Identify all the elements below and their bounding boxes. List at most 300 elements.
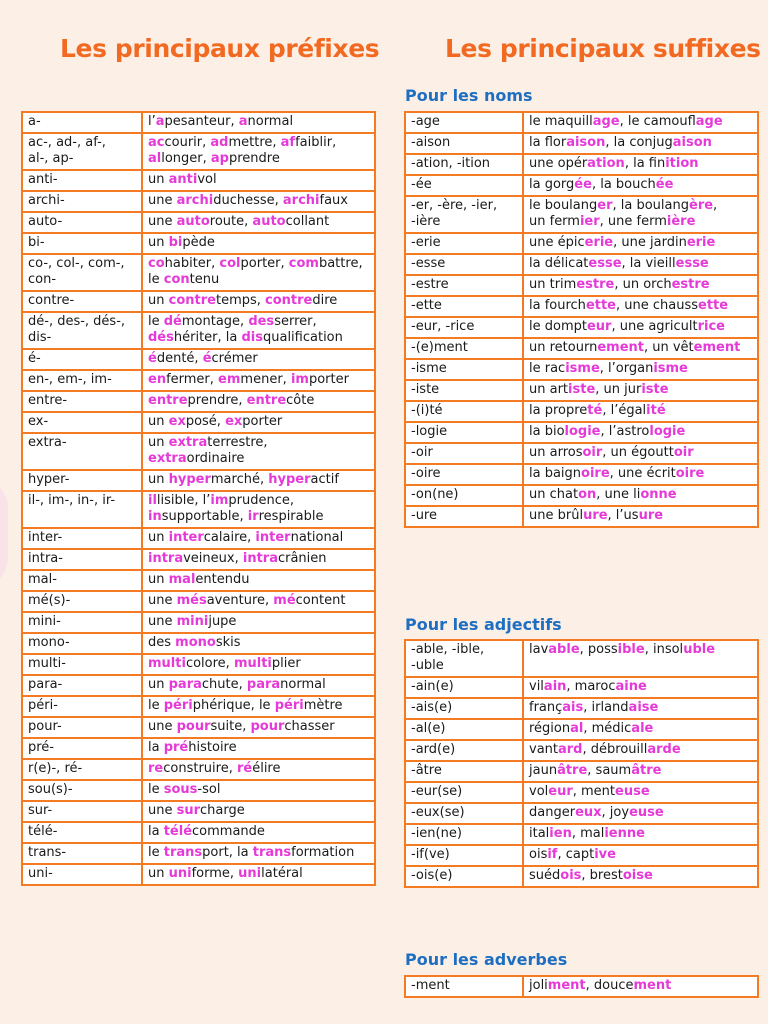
example-cell: un exposé, exporter: [142, 412, 375, 433]
example-cell: voleur, menteuse: [523, 782, 758, 803]
affix-cell: -iste: [405, 380, 523, 401]
example-cell: le sous-sol: [142, 780, 375, 801]
example-cell: une archiduchesse, archifaux: [142, 191, 375, 212]
example-cell: enfermer, emmener, importer: [142, 370, 375, 391]
highlighted-affix: ier: [579, 214, 600, 229]
highlighted-affix: contre: [168, 293, 216, 308]
highlighted-affix: ré: [236, 761, 253, 776]
highlighted-affix: sous: [163, 782, 198, 797]
affix-cell: -age: [405, 112, 523, 133]
table-row: [405, 196, 758, 233]
table-row: [22, 191, 375, 212]
affix-cell: para-: [22, 675, 142, 696]
affix-cell: -ation, -ition: [405, 154, 523, 175]
highlighted-affix: uni: [168, 866, 192, 881]
affix-cell: -able, -ible, -uble: [405, 640, 523, 677]
table-row: [405, 740, 758, 761]
affix-cell: en-, em-, im-: [22, 370, 142, 391]
example-cell: une poursuite, pourchasser: [142, 717, 375, 738]
table-row: [22, 738, 375, 759]
table-row: [22, 675, 375, 696]
highlighted-affix: inter: [168, 530, 204, 545]
affix-cell: hyper-: [22, 470, 142, 491]
example-cell: accourir, admettre, affaiblir, allonger, apprendre: [142, 133, 375, 170]
highlighted-affix: ien: [549, 826, 572, 841]
example-cell: un malentendu: [142, 570, 375, 591]
highlighted-affix: mini: [176, 614, 209, 629]
highlighted-affix: con: [163, 272, 190, 287]
suffixes-adjectifs-table: [404, 639, 759, 888]
table-row: [22, 212, 375, 233]
highlighted-affix: para: [246, 677, 281, 692]
table-row: [22, 370, 375, 391]
section-title-adverbes: Pour les adverbes: [405, 950, 568, 969]
table-row: [405, 338, 758, 359]
table-row: [22, 717, 375, 738]
highlighted-affix: auto: [252, 214, 286, 229]
table-row: [22, 349, 375, 370]
highlighted-affix: af: [280, 135, 296, 150]
highlighted-affix: extra: [168, 435, 208, 450]
example-cell: un contretemps, contredire: [142, 291, 375, 312]
highlighted-affix: entre: [246, 393, 287, 408]
affix-cell: -esse: [405, 254, 523, 275]
table-row: [405, 719, 758, 740]
table-row: [405, 359, 758, 380]
affix-cell: -estre: [405, 275, 523, 296]
affix-cell: il-, im-, in-, ir-: [22, 491, 142, 528]
highlighted-affix: age: [592, 114, 620, 129]
affix-cell: mal-: [22, 570, 142, 591]
affix-cell: ac-, ad-, af-, al-, ap-: [22, 133, 142, 170]
highlighted-affix: ale: [631, 721, 654, 736]
table-row: [22, 843, 375, 864]
table-row: [22, 591, 375, 612]
highlighted-affix: télé: [163, 824, 193, 839]
highlighted-affix: oir: [673, 445, 694, 460]
highlighted-affix: inter: [255, 530, 291, 545]
example-cell: cohabiter, colporter, combattre, le contenu: [142, 254, 375, 291]
highlighted-affix: mé: [273, 593, 296, 608]
table-row: [405, 677, 758, 698]
example-cell: un hypermarché, hyperactif: [142, 470, 375, 491]
highlighted-affix: é: [202, 351, 212, 366]
affix-cell: mé(s)-: [22, 591, 142, 612]
example-cell: une surcharge: [142, 801, 375, 822]
affix-cell: co-, col-, com-, con-: [22, 254, 142, 291]
affix-cell: sou(s)-: [22, 780, 142, 801]
highlighted-affix: able: [548, 642, 580, 657]
affix-cell: entre-: [22, 391, 142, 412]
highlighted-affix: age: [695, 114, 723, 129]
highlighted-affix: péri: [163, 698, 193, 713]
example-cell: vilain, marocaine: [523, 677, 758, 698]
highlighted-affix: onne: [640, 487, 677, 502]
table-row: [405, 824, 758, 845]
table-row: [405, 275, 758, 296]
highlighted-affix: mal: [168, 572, 196, 587]
example-cell: une épicerie, une jardinerie: [523, 233, 758, 254]
highlighted-affix: ais: [562, 700, 584, 715]
highlighted-affix: ition: [665, 156, 699, 171]
highlighted-affix: bi: [168, 235, 183, 250]
example-cell: un arrosoir, un égouttoir: [523, 443, 758, 464]
highlighted-affix: ère: [689, 198, 714, 213]
table-row: [405, 866, 758, 887]
affix-cell: contre-: [22, 291, 142, 312]
example-cell: édenté, écrémer: [142, 349, 375, 370]
example-cell: intraveineux, intracrânien: [142, 549, 375, 570]
example-cell: la floraison, la conjugaison: [523, 133, 758, 154]
table-row: [22, 801, 375, 822]
highlighted-affix: anti: [168, 172, 198, 187]
highlighted-affix: pour: [250, 719, 285, 734]
highlighted-affix: uble: [683, 642, 716, 657]
highlighted-affix: euse: [615, 784, 650, 799]
example-cell: joliment, doucement: [523, 976, 758, 997]
table-row: [405, 401, 758, 422]
table-row: [22, 170, 375, 191]
highlighted-affix: des: [248, 314, 275, 329]
prefixes-table: [21, 111, 376, 886]
example-cell: français, irlandaise: [523, 698, 758, 719]
table-row: [22, 233, 375, 254]
highlighted-affix: euse: [629, 805, 664, 820]
example-cell: la télécommande: [142, 822, 375, 843]
highlighted-affix: ain: [543, 679, 567, 694]
affix-cell: -eux(se): [405, 803, 523, 824]
table-row: [22, 612, 375, 633]
highlighted-affix: esse: [588, 256, 622, 271]
example-cell: un extraterrestre, extraordinaire: [142, 433, 375, 470]
affix-cell: bi-: [22, 233, 142, 254]
affix-cell: -(i)té: [405, 401, 523, 422]
highlighted-affix: ure: [583, 508, 608, 523]
affix-cell: uni-: [22, 864, 142, 885]
table-row: [22, 549, 375, 570]
highlighted-affix: a: [238, 114, 248, 129]
table-row: [22, 864, 375, 885]
prefixes-title: Les principaux préfixes: [60, 34, 380, 63]
highlighted-affix: ienne: [604, 826, 645, 841]
section-title-noms: Pour les noms: [405, 86, 533, 105]
affix-cell: sur-: [22, 801, 142, 822]
affix-cell: -er, -ère, -ier, -ière: [405, 196, 523, 233]
highlighted-affix: aise: [628, 700, 659, 715]
example-cell: une autoroute, autocollant: [142, 212, 375, 233]
example-cell: une opération, la finition: [523, 154, 758, 175]
highlighted-affix: ard: [558, 742, 583, 757]
highlighted-affix: ment: [547, 978, 586, 993]
example-cell: lavable, possible, insoluble: [523, 640, 758, 677]
affix-cell: -(e)ment: [405, 338, 523, 359]
highlighted-affix: sur: [176, 803, 201, 818]
affix-cell: trans-: [22, 843, 142, 864]
table-row: [405, 296, 758, 317]
suffixes-title: Les principaux suffixes: [445, 34, 761, 63]
example-cell: le maquillage, le camouflage: [523, 112, 758, 133]
highlighted-affix: ement: [597, 340, 644, 355]
affix-cell: -oire: [405, 464, 523, 485]
highlighted-affix: ible: [617, 642, 645, 657]
highlighted-affix: ment: [633, 978, 672, 993]
highlighted-affix: ée: [655, 177, 674, 192]
highlighted-affix: ex: [225, 414, 243, 429]
affix-cell: -erie: [405, 233, 523, 254]
highlighted-affix: iste: [568, 382, 596, 397]
table-row: [22, 491, 375, 528]
table-row: [405, 133, 758, 154]
highlighted-affix: multi: [233, 656, 272, 671]
highlighted-affix: péri: [274, 698, 304, 713]
highlighted-affix: re: [148, 761, 164, 776]
highlighted-affix: més: [176, 593, 207, 608]
highlighted-affix: estre: [671, 277, 710, 292]
example-cell: le périphérique, le périmètre: [142, 696, 375, 717]
affix-cell: -ois(e): [405, 866, 523, 887]
highlighted-affix: archi: [176, 193, 214, 208]
affix-cell: -âtre: [405, 761, 523, 782]
highlighted-affix: ée: [574, 177, 592, 192]
table-row: [405, 112, 758, 133]
example-cell: un retournement, un vêtement: [523, 338, 758, 359]
table-row: [22, 570, 375, 591]
affix-cell: -eur, -rice: [405, 317, 523, 338]
highlighted-affix: trans: [163, 845, 203, 860]
table-row: [22, 633, 375, 654]
highlighted-affix: ois: [560, 868, 582, 883]
table-row: [22, 759, 375, 780]
example-cell: des monoskis: [142, 633, 375, 654]
example-cell: illisible, l’imprudence, insupportable, irrespirable: [142, 491, 375, 528]
affix-cell: multi-: [22, 654, 142, 675]
highlighted-affix: pour: [176, 719, 211, 734]
highlighted-affix: aison: [672, 135, 712, 150]
affix-cell: -ure: [405, 506, 523, 527]
table-row: [405, 698, 758, 719]
example-cell: oisif, captive: [523, 845, 758, 866]
highlighted-affix: para: [168, 677, 202, 692]
highlighted-affix: ad: [210, 135, 229, 150]
highlighted-affix: intra: [148, 551, 184, 566]
section-title-adjectifs: Pour les adjectifs: [405, 615, 562, 634]
highlighted-affix: isme: [653, 361, 688, 376]
highlighted-affix: aine: [615, 679, 647, 694]
highlighted-affix: dis: [241, 330, 263, 345]
suffixes-adverbes-table: [404, 975, 759, 998]
highlighted-affix: im: [210, 493, 229, 508]
highlighted-affix: mono: [175, 635, 216, 650]
highlighted-affix: ation: [587, 156, 625, 171]
highlighted-affix: ex: [168, 414, 186, 429]
highlighted-affix: archi: [282, 193, 320, 208]
example-cell: un artiste, un juriste: [523, 380, 758, 401]
highlighted-affix: âtre: [631, 763, 662, 778]
table-row: [405, 422, 758, 443]
affix-cell: télé-: [22, 822, 142, 843]
highlighted-affix: ité: [646, 403, 666, 418]
affix-cell: -ais(e): [405, 698, 523, 719]
highlighted-affix: ette: [585, 298, 616, 313]
highlighted-affix: hyper: [268, 472, 311, 487]
example-cell: un intercalaire, international: [142, 528, 375, 549]
affix-cell: -al(e): [405, 719, 523, 740]
example-cell: un uniforme, unilatéral: [142, 864, 375, 885]
affix-cell: mono-: [22, 633, 142, 654]
table-row: [22, 433, 375, 470]
affix-cell: é-: [22, 349, 142, 370]
affix-cell: intra-: [22, 549, 142, 570]
affix-cell: ex-: [22, 412, 142, 433]
highlighted-affix: eux: [575, 805, 602, 820]
highlighted-affix: ac: [148, 135, 165, 150]
affix-cell: inter-: [22, 528, 142, 549]
highlighted-affix: co: [148, 256, 165, 271]
example-cell: reconstruire, réélire: [142, 759, 375, 780]
table-row: [405, 506, 758, 527]
highlighted-affix: pré: [163, 740, 189, 755]
example-cell: une mésaventure, mécontent: [142, 591, 375, 612]
highlighted-affix: a: [155, 114, 165, 129]
highlighted-affix: com: [288, 256, 319, 271]
affix-cell: dé-, des-, dés-, dis-: [22, 312, 142, 349]
highlighted-affix: ette: [698, 298, 729, 313]
affix-cell: pour-: [22, 717, 142, 738]
table-row: [22, 696, 375, 717]
highlighted-affix: multi: [148, 656, 186, 671]
table-row: [405, 443, 758, 464]
example-cell: jaunâtre, saumâtre: [523, 761, 758, 782]
table-row: [405, 845, 758, 866]
highlighted-affix: contre: [265, 293, 313, 308]
affix-cell: -ment: [405, 976, 523, 997]
table-row: [405, 233, 758, 254]
highlighted-affix: é: [148, 351, 157, 366]
example-cell: entreprendre, entrecôte: [142, 391, 375, 412]
table-row: [22, 254, 375, 291]
example-cell: la délicatesse, la vieillesse: [523, 254, 758, 275]
affix-cell: pré-: [22, 738, 142, 759]
highlighted-affix: ive: [594, 847, 616, 862]
highlighted-affix: trans: [252, 845, 292, 860]
highlighted-affix: oir: [582, 445, 603, 460]
highlighted-affix: erie: [686, 235, 716, 250]
example-cell: une brûlure, l’usure: [523, 506, 758, 527]
example-cell: la propreté, l’égalité: [523, 401, 758, 422]
highlighted-affix: dé: [163, 314, 182, 329]
table-row: [22, 528, 375, 549]
table-row: [405, 976, 758, 997]
affix-cell: -aison: [405, 133, 523, 154]
affix-cell: -ain(e): [405, 677, 523, 698]
table-row: [22, 312, 375, 349]
highlighted-affix: ière: [666, 214, 696, 229]
highlighted-affix: té: [587, 403, 603, 418]
affix-cell: auto-: [22, 212, 142, 233]
affix-cell: mini-: [22, 612, 142, 633]
table-row: [405, 380, 758, 401]
table-row: [22, 391, 375, 412]
example-cell: suédois, brestoise: [523, 866, 758, 887]
example-cell: dangereux, joyeuse: [523, 803, 758, 824]
example-cell: italien, malienne: [523, 824, 758, 845]
table-row: [405, 485, 758, 506]
table-row: [405, 154, 758, 175]
example-cell: un parachute, paranormal: [142, 675, 375, 696]
table-row: [22, 822, 375, 843]
affix-cell: archi-: [22, 191, 142, 212]
example-cell: vantard, débrouillarde: [523, 740, 758, 761]
suffixes-noms-table: [404, 111, 759, 528]
decorative-arc: [0, 478, 8, 588]
example-cell: la baignoire, une écritoire: [523, 464, 758, 485]
table-row: [405, 317, 758, 338]
affix-cell: -ette: [405, 296, 523, 317]
table-row: [405, 803, 758, 824]
highlighted-affix: aison: [566, 135, 606, 150]
example-cell: la gorgée, la bouchée: [523, 175, 758, 196]
highlighted-affix: em: [218, 372, 241, 387]
example-cell: le dompteur, une agricultrice: [523, 317, 758, 338]
table-row: [405, 254, 758, 275]
highlighted-affix: esse: [675, 256, 709, 271]
example-cell: la fourchette, une chaussette: [523, 296, 758, 317]
highlighted-affix: if: [547, 847, 558, 862]
affix-cell: -oir: [405, 443, 523, 464]
highlighted-affix: al: [148, 151, 162, 166]
affix-cell: a-: [22, 112, 142, 133]
highlighted-affix: col: [219, 256, 241, 271]
highlighted-affix: im: [290, 372, 309, 387]
example-cell: le démontage, desserrer, déshériter, la disqualification: [142, 312, 375, 349]
table-row: [22, 654, 375, 675]
highlighted-affix: auto: [176, 214, 210, 229]
highlighted-affix: hyper: [168, 472, 211, 487]
highlighted-affix: ir: [247, 509, 259, 524]
affix-cell: péri-: [22, 696, 142, 717]
highlighted-affix: il: [148, 493, 157, 508]
example-cell: le racisme, l’organisme: [523, 359, 758, 380]
highlighted-affix: on: [578, 487, 597, 502]
highlighted-affix: entre: [148, 393, 188, 408]
highlighted-affix: ap: [210, 151, 229, 166]
highlighted-affix: ement: [693, 340, 741, 355]
table-row: [405, 761, 758, 782]
example-cell: un bipède: [142, 233, 375, 254]
affix-cell: -if(ve): [405, 845, 523, 866]
example-cell: le boulanger, la boulangère, un fermier, une fermière: [523, 196, 758, 233]
highlighted-affix: oire: [675, 466, 705, 481]
affix-cell: -ien(ne): [405, 824, 523, 845]
affix-cell: extra-: [22, 433, 142, 470]
table-row: [22, 133, 375, 170]
table-row: [22, 780, 375, 801]
highlighted-affix: ure: [638, 508, 664, 523]
highlighted-affix: erie: [584, 235, 614, 250]
highlighted-affix: extra: [148, 451, 187, 466]
highlighted-affix: uni: [238, 866, 262, 881]
example-cell: un antivol: [142, 170, 375, 191]
affix-cell: -on(ne): [405, 485, 523, 506]
example-cell: un trimestre, un orchestre: [523, 275, 758, 296]
table-row: [22, 470, 375, 491]
highlighted-affix: logie: [649, 424, 686, 439]
highlighted-affix: al: [570, 721, 584, 736]
table-row: [22, 291, 375, 312]
affix-cell: -eur(se): [405, 782, 523, 803]
highlighted-affix: logie: [564, 424, 601, 439]
highlighted-affix: iste: [641, 382, 669, 397]
